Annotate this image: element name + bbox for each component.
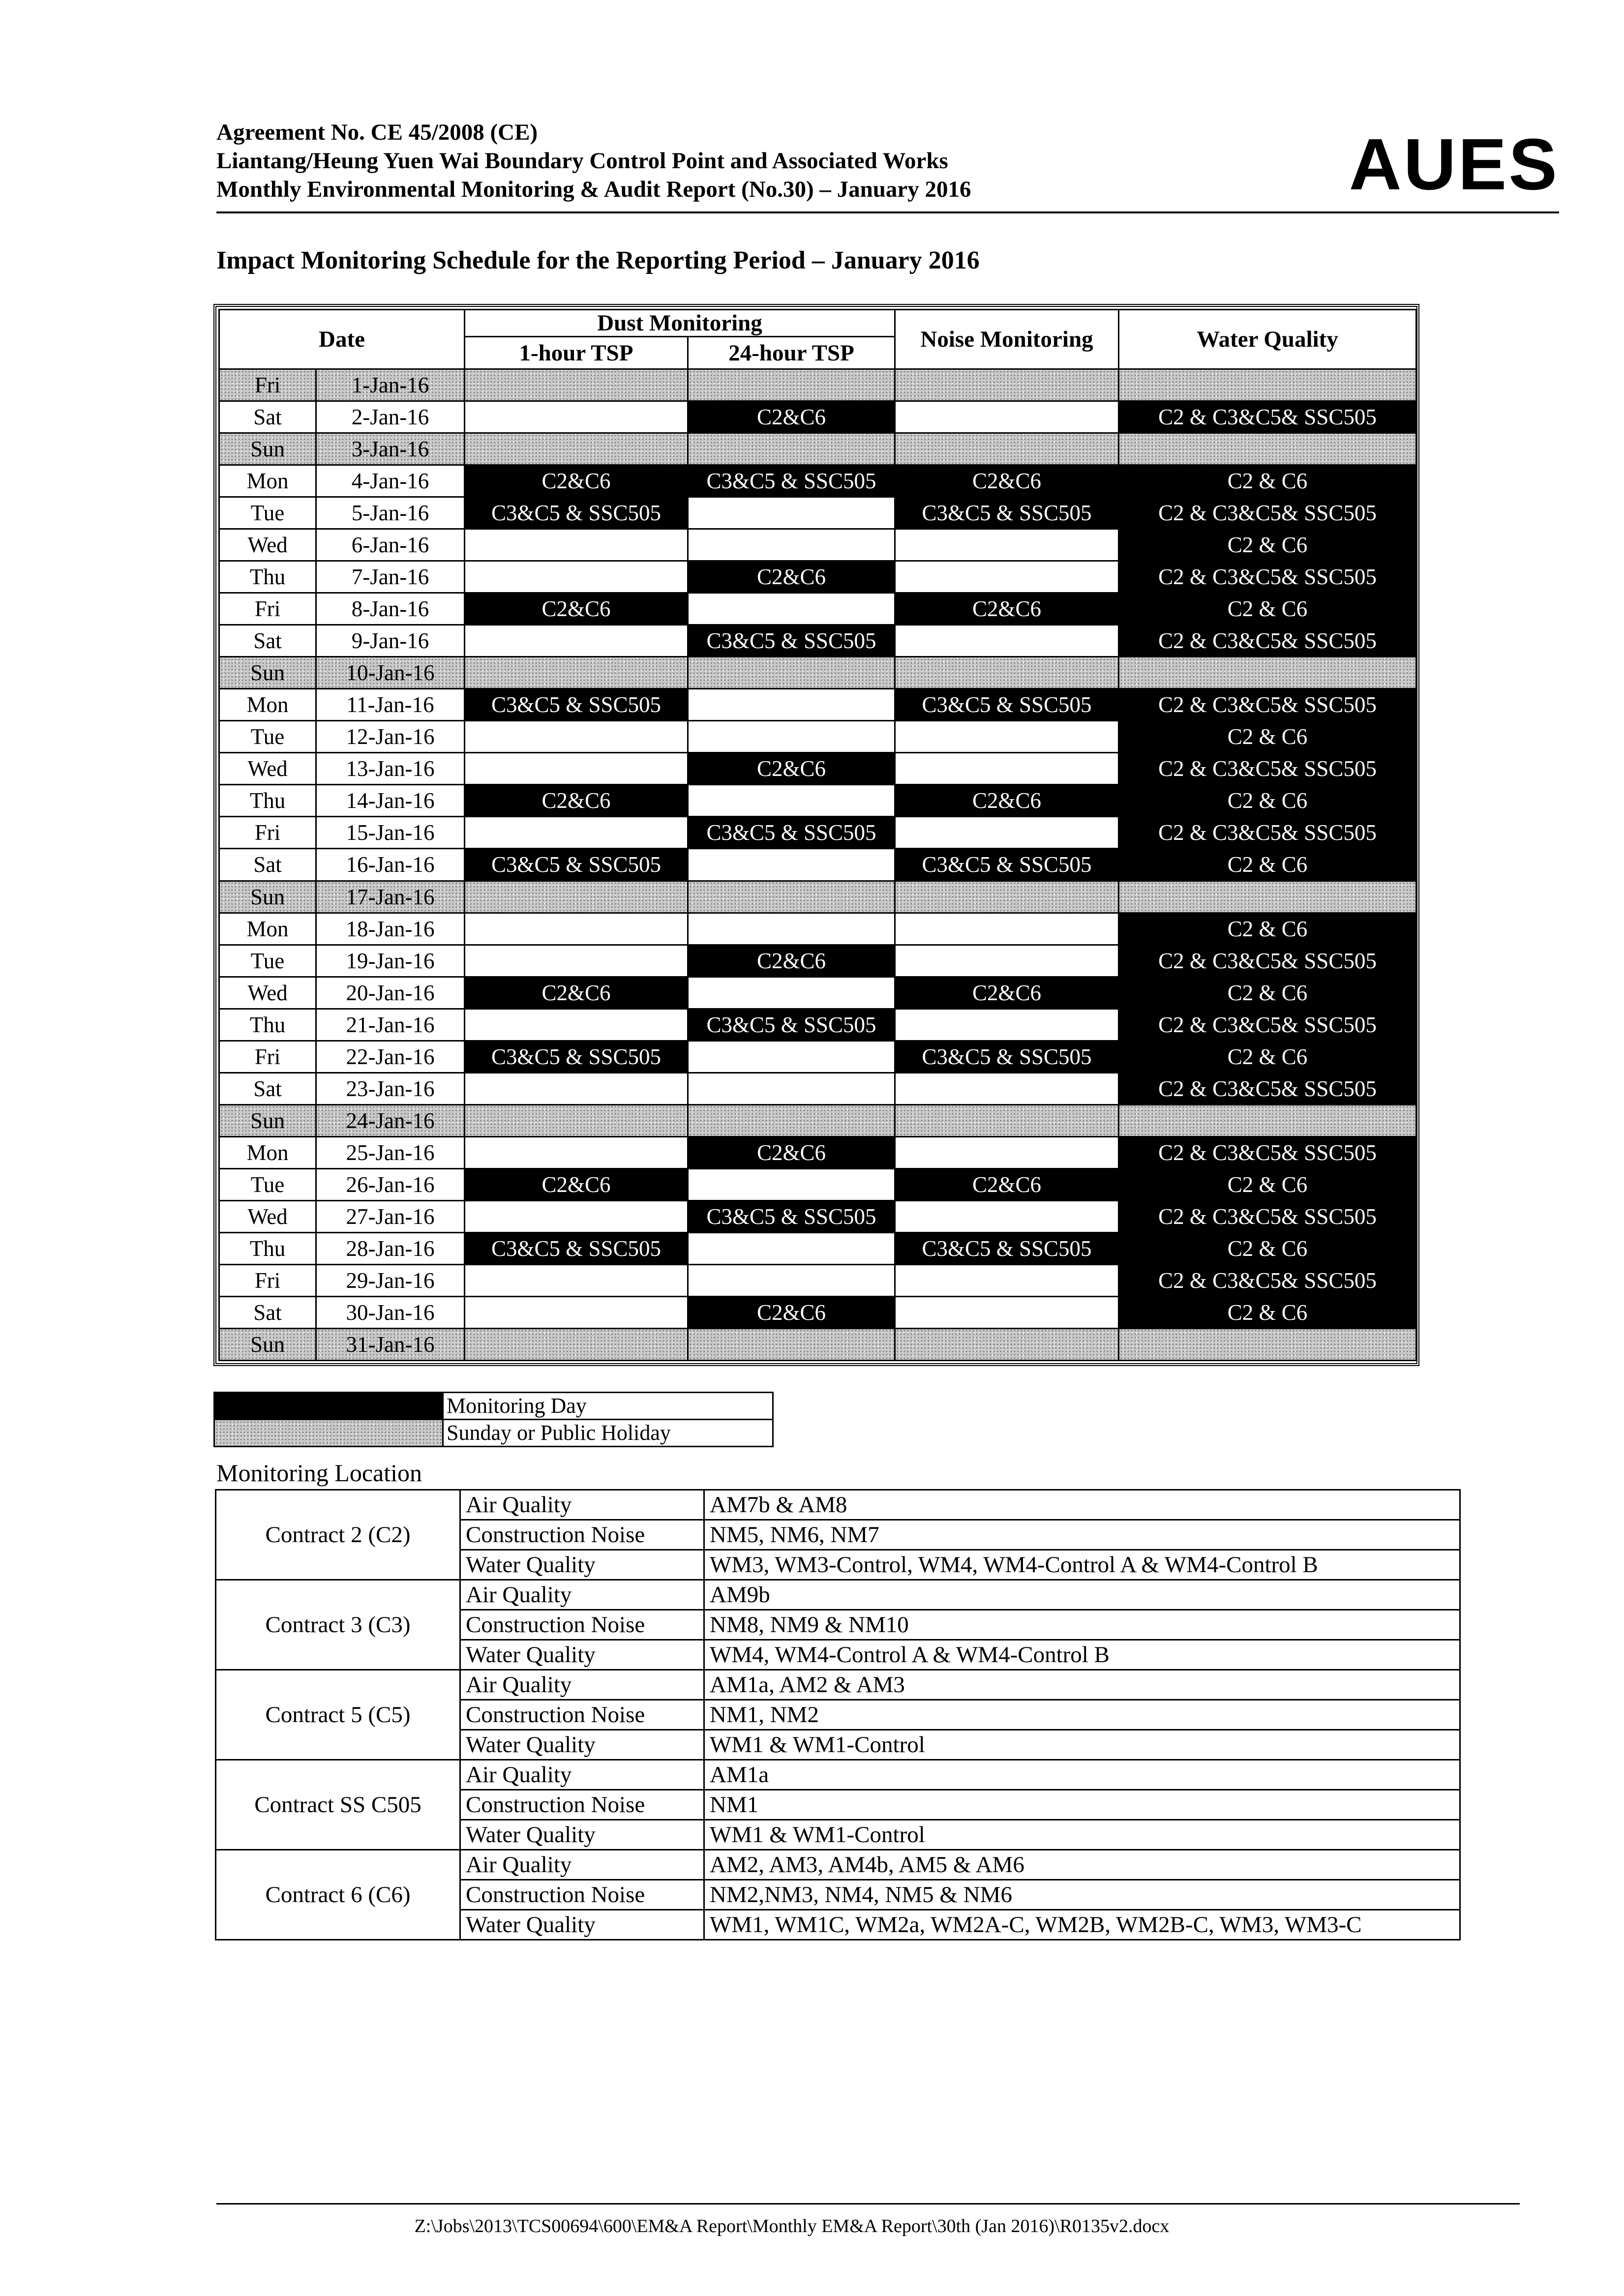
noise-cell [895, 1009, 1119, 1041]
day-cell: Thu [219, 785, 316, 817]
tsp-24hour-cell [688, 977, 895, 1009]
tsp-1hour-cell [465, 753, 688, 785]
monitoring-type: Air Quality [460, 1670, 704, 1700]
tsp-1hour-cell [465, 1104, 688, 1136]
day-cell: Wed [219, 1200, 316, 1232]
location-body [216, 1490, 1460, 1940]
monitoring-stations: NM2,NM3, NM4, NM5 & NM6 [704, 1880, 1460, 1910]
legend-swatch-black [214, 1393, 443, 1420]
water-cell: C2 & C3&C5& SSC505 [1119, 1073, 1416, 1104]
noise-cell [895, 625, 1119, 657]
company-logo: AUES [1349, 124, 1559, 205]
schedule-row [219, 881, 1416, 913]
day-cell: Tue [219, 945, 316, 977]
schedule-row [219, 497, 1416, 529]
location-row [216, 1490, 1460, 1520]
monitoring-type: Water Quality [460, 1640, 704, 1670]
tsp-24hour-cell: C2&C6 [688, 1136, 895, 1168]
schedule-table-frame [213, 304, 1419, 1366]
schedule-row [219, 1136, 1416, 1168]
footer [216, 2203, 1520, 2237]
noise-cell [895, 1328, 1119, 1360]
monitoring-type: Construction Noise [460, 1520, 704, 1550]
tsp-24hour-cell [688, 593, 895, 625]
tsp-1hour-cell: C2&C6 [465, 785, 688, 817]
schedule-title: Impact Monitoring Schedule for the Reporting Period – January 2016 [216, 246, 980, 274]
water-cell: C2 & C3&C5& SSC505 [1119, 689, 1416, 721]
water-cell: C2 & C6 [1119, 1041, 1416, 1073]
day-cell: Sat [219, 1073, 316, 1104]
tsp-1hour-cell [465, 817, 688, 849]
noise-cell [895, 881, 1119, 913]
monitoring-stations: AM7b & AM8 [704, 1490, 1460, 1520]
legend [213, 1392, 774, 1447]
schedule-row [219, 817, 1416, 849]
tsp-24hour-cell [688, 1104, 895, 1136]
water-cell [1119, 433, 1416, 465]
location-row [216, 1760, 1460, 1790]
date-cell: 6-Jan-16 [316, 529, 465, 561]
tsp-24hour-cell: C2&C6 [688, 561, 895, 593]
day-cell: Sun [219, 881, 316, 913]
schedule-row [219, 1200, 1416, 1232]
water-cell: C2 & C3&C5& SSC505 [1119, 625, 1416, 657]
water-cell [1119, 1328, 1416, 1360]
water-cell: C2 & C6 [1119, 913, 1416, 945]
day-cell: Fri [219, 1264, 316, 1296]
schedule-row [219, 945, 1416, 977]
water-cell: C2 & C3&C5& SSC505 [1119, 1136, 1416, 1168]
monitoring-stations: AM2, AM3, AM4b, AM5 & AM6 [704, 1850, 1460, 1880]
schedule-row [219, 1041, 1416, 1073]
noise-cell [895, 657, 1119, 689]
tsp-1hour-cell [465, 1296, 688, 1328]
date-cell: 17-Jan-16 [316, 881, 465, 913]
date-cell: 24-Jan-16 [316, 1104, 465, 1136]
date-cell: 22-Jan-16 [316, 1041, 465, 1073]
schedule-row [219, 401, 1416, 433]
day-cell: Thu [219, 561, 316, 593]
schedule-row [219, 1168, 1416, 1200]
tsp-1hour-cell [465, 625, 688, 657]
contract-name: Contract 3 (C3) [216, 1580, 460, 1670]
water-cell: C2 & C3&C5& SSC505 [1119, 401, 1416, 433]
day-cell: Sun [219, 1104, 316, 1136]
water-quality-header: Water Quality [1119, 310, 1416, 369]
schedule-body [219, 369, 1416, 1361]
tsp-24hour-cell [688, 849, 895, 881]
noise-cell: C2&C6 [895, 785, 1119, 817]
water-cell [1119, 657, 1416, 689]
legend-row-monitoring [214, 1393, 773, 1420]
monitoring-stations: NM5, NM6, NM7 [704, 1520, 1460, 1550]
water-cell: C2 & C6 [1119, 1232, 1416, 1264]
schedule-row [219, 1009, 1416, 1041]
water-cell: C2 & C6 [1119, 721, 1416, 753]
schedule-row [219, 657, 1416, 689]
location-row [216, 1850, 1460, 1880]
noise-cell: C2&C6 [895, 977, 1119, 1009]
day-cell: Wed [219, 977, 316, 1009]
water-cell: C2 & C3&C5& SSC505 [1119, 1009, 1416, 1041]
noise-cell: C2&C6 [895, 593, 1119, 625]
monitoring-stations: NM8, NM9 & NM10 [704, 1610, 1460, 1640]
noise-cell [895, 1296, 1119, 1328]
date-cell: 10-Jan-16 [316, 657, 465, 689]
tsp-24hour-cell [688, 433, 895, 465]
day-cell: Tue [219, 497, 316, 529]
monitoring-type: Air Quality [460, 1490, 704, 1520]
tsp-1hour-cell [465, 913, 688, 945]
day-cell: Sat [219, 625, 316, 657]
noise-cell [895, 1200, 1119, 1232]
tsp-1hour-cell [465, 433, 688, 465]
date-cell: 25-Jan-16 [316, 1136, 465, 1168]
schedule-row [219, 561, 1416, 593]
date-cell: 19-Jan-16 [316, 945, 465, 977]
tsp-1hour-header: 1-hour TSP [465, 337, 688, 369]
tsp-1hour-cell [465, 1200, 688, 1232]
tsp-24hour-cell [688, 913, 895, 945]
tsp-24hour-header: 24-hour TSP [688, 337, 895, 369]
noise-monitoring-header: Noise Monitoring [895, 310, 1119, 369]
monitoring-location-table [215, 1489, 1461, 1940]
water-cell: C2 & C6 [1119, 785, 1416, 817]
schedule-row [219, 465, 1416, 497]
date-cell: 8-Jan-16 [316, 593, 465, 625]
tsp-24hour-cell: C2&C6 [688, 753, 895, 785]
date-cell: 4-Jan-16 [316, 465, 465, 497]
date-cell: 23-Jan-16 [316, 1073, 465, 1104]
water-cell: C2 & C6 [1119, 593, 1416, 625]
contract-name: Contract 5 (C5) [216, 1670, 460, 1760]
tsp-24hour-cell [688, 689, 895, 721]
tsp-24hour-cell: C3&C5 & SSC505 [688, 1009, 895, 1041]
day-cell: Sun [219, 657, 316, 689]
date-header: Date [219, 310, 465, 369]
tsp-24hour-cell: C2&C6 [688, 945, 895, 977]
noise-cell: C2&C6 [895, 465, 1119, 497]
noise-cell [895, 945, 1119, 977]
date-cell: 9-Jan-16 [316, 625, 465, 657]
tsp-1hour-cell [465, 1136, 688, 1168]
noise-cell [895, 753, 1119, 785]
tsp-24hour-cell [688, 657, 895, 689]
tsp-1hour-cell [465, 945, 688, 977]
day-cell: Sat [219, 1296, 316, 1328]
schedule-row [219, 849, 1416, 881]
tsp-24hour-cell [688, 369, 895, 401]
file-path: Z:\Jobs\2013\TCS00694\600\EM&A Report\Monthly EM&A Report\30th (Jan 2016)\R0135v2.docx [414, 2216, 1170, 2236]
noise-cell: C3&C5 & SSC505 [895, 689, 1119, 721]
water-cell: C2 & C3&C5& SSC505 [1119, 945, 1416, 977]
schedule-row [219, 529, 1416, 561]
legend-row-holiday [214, 1420, 773, 1447]
schedule-row [219, 785, 1416, 817]
schedule-row [219, 1232, 1416, 1264]
water-cell: C2 & C3&C5& SSC505 [1119, 497, 1416, 529]
noise-cell: C3&C5 & SSC505 [895, 849, 1119, 881]
tsp-1hour-cell: C3&C5 & SSC505 [465, 1232, 688, 1264]
contract-name: Contract 6 (C6) [216, 1850, 460, 1940]
tsp-1hour-cell: C3&C5 & SSC505 [465, 1041, 688, 1073]
contract-name: Contract 2 (C2) [216, 1490, 460, 1580]
monitoring-stations: WM4, WM4-Control A & WM4-Control B [704, 1640, 1460, 1670]
tsp-24hour-cell [688, 881, 895, 913]
tsp-24hour-cell [688, 1073, 895, 1104]
noise-cell [895, 1136, 1119, 1168]
water-cell: C2 & C6 [1119, 529, 1416, 561]
date-cell: 21-Jan-16 [316, 1009, 465, 1041]
day-cell: Sat [219, 401, 316, 433]
noise-cell [895, 529, 1119, 561]
monitoring-stations: WM3, WM3-Control, WM4, WM4-Control A & WM4-Control B [704, 1550, 1460, 1580]
noise-cell [895, 817, 1119, 849]
day-cell: Mon [219, 689, 316, 721]
location-row [216, 1580, 1460, 1610]
date-cell: 11-Jan-16 [316, 689, 465, 721]
tsp-24hour-cell [688, 1264, 895, 1296]
tsp-1hour-cell [465, 1009, 688, 1041]
monitoring-stations: AM1a [704, 1760, 1460, 1790]
monitoring-type: Air Quality [460, 1760, 704, 1790]
water-cell [1119, 369, 1416, 401]
dust-monitoring-header: Dust Monitoring [465, 310, 895, 337]
date-cell: 29-Jan-16 [316, 1264, 465, 1296]
monitoring-type: Construction Noise [460, 1700, 704, 1730]
day-cell: Tue [219, 721, 316, 753]
tsp-24hour-cell: C2&C6 [688, 401, 895, 433]
date-cell: 28-Jan-16 [316, 1232, 465, 1264]
monitoring-stations: WM1 & WM1-Control [704, 1730, 1460, 1760]
monitoring-stations: WM1 & WM1-Control [704, 1820, 1460, 1850]
noise-cell [895, 1104, 1119, 1136]
noise-cell: C3&C5 & SSC505 [895, 497, 1119, 529]
day-cell: Sat [219, 849, 316, 881]
tsp-24hour-cell [688, 1041, 895, 1073]
tsp-24hour-cell: C3&C5 & SSC505 [688, 625, 895, 657]
tsp-1hour-cell: C2&C6 [465, 977, 688, 1009]
day-cell: Mon [219, 465, 316, 497]
water-cell: C2 & C6 [1119, 849, 1416, 881]
monitoring-type: Construction Noise [460, 1790, 704, 1820]
tsp-1hour-cell [465, 561, 688, 593]
location-title: Monitoring Location [216, 1459, 422, 1487]
noise-cell: C3&C5 & SSC505 [895, 1232, 1119, 1264]
water-cell [1119, 1104, 1416, 1136]
monitoring-type: Water Quality [460, 1910, 704, 1940]
monitoring-stations: WM1, WM1C, WM2a, WM2A-C, WM2B, WM2B-C, WM3, WM3-C [704, 1910, 1460, 1940]
water-cell: C2 & C3&C5& SSC505 [1119, 561, 1416, 593]
agreement-number: Agreement No. CE 45/2008 (CE) [216, 119, 538, 145]
date-cell: 5-Jan-16 [316, 497, 465, 529]
date-cell: 12-Jan-16 [316, 721, 465, 753]
date-cell: 7-Jan-16 [316, 561, 465, 593]
monitoring-stations: AM1a, AM2 & AM3 [704, 1670, 1460, 1700]
schedule-row [219, 977, 1416, 1009]
tsp-1hour-cell: C2&C6 [465, 1168, 688, 1200]
water-cell: C2 & C6 [1119, 1296, 1416, 1328]
date-cell: 15-Jan-16 [316, 817, 465, 849]
tsp-1hour-cell: C3&C5 & SSC505 [465, 497, 688, 529]
day-cell: Thu [219, 1009, 316, 1041]
schedule-row [219, 625, 1416, 657]
tsp-1hour-cell: C2&C6 [465, 593, 688, 625]
location-row [216, 1670, 1460, 1700]
water-cell: C2 & C6 [1119, 977, 1416, 1009]
schedule-row [219, 1328, 1416, 1360]
monitoring-stations: NM1, NM2 [704, 1700, 1460, 1730]
tsp-1hour-cell [465, 721, 688, 753]
schedule-row [219, 1264, 1416, 1296]
water-cell: C2 & C3&C5& SSC505 [1119, 1200, 1416, 1232]
schedule-row [219, 913, 1416, 945]
schedule-row [219, 593, 1416, 625]
water-cell: C2 & C3&C5& SSC505 [1119, 753, 1416, 785]
noise-cell: C2&C6 [895, 1168, 1119, 1200]
tsp-24hour-cell [688, 1328, 895, 1360]
tsp-1hour-cell [465, 881, 688, 913]
day-cell: Mon [219, 1136, 316, 1168]
day-cell: Thu [219, 1232, 316, 1264]
tsp-1hour-cell [465, 401, 688, 433]
schedule-row [219, 433, 1416, 465]
day-cell: Sun [219, 433, 316, 465]
day-cell: Tue [219, 1168, 316, 1200]
water-cell [1119, 881, 1416, 913]
tsp-24hour-cell: C2&C6 [688, 1296, 895, 1328]
date-cell: 26-Jan-16 [316, 1168, 465, 1200]
tsp-1hour-cell [465, 657, 688, 689]
noise-cell [895, 1073, 1119, 1104]
monitoring-schedule-table [218, 309, 1417, 1361]
date-cell: 16-Jan-16 [316, 849, 465, 881]
schedule-row [219, 369, 1416, 401]
report-header [216, 118, 1559, 213]
contract-name: Contract SS C505 [216, 1760, 460, 1850]
date-cell: 13-Jan-16 [316, 753, 465, 785]
day-cell: Fri [219, 817, 316, 849]
monitoring-type: Water Quality [460, 1820, 704, 1850]
monitoring-stations: NM1 [704, 1790, 1460, 1820]
water-cell: C2 & C6 [1119, 1168, 1416, 1200]
tsp-1hour-cell [465, 1264, 688, 1296]
day-cell: Sun [219, 1328, 316, 1360]
monitoring-type: Water Quality [460, 1730, 704, 1760]
day-cell: Fri [219, 1041, 316, 1073]
date-cell: 27-Jan-16 [316, 1200, 465, 1232]
tsp-1hour-cell: C3&C5 & SSC505 [465, 849, 688, 881]
tsp-24hour-cell: C3&C5 & SSC505 [688, 817, 895, 849]
schedule-row [219, 753, 1416, 785]
legend-swatch-shaded [214, 1420, 443, 1447]
day-cell: Wed [219, 753, 316, 785]
date-cell: 31-Jan-16 [316, 1328, 465, 1360]
tsp-24hour-cell [688, 529, 895, 561]
project-title: Liantang/Heung Yuen Wai Boundary Control Point and Associated Works [216, 148, 948, 174]
schedule-row [219, 1073, 1416, 1104]
date-cell: 14-Jan-16 [316, 785, 465, 817]
report-title: Monthly Environmental Monitoring & Audit Report (No.30) – January 2016 [216, 177, 971, 202]
tsp-24hour-cell [688, 1168, 895, 1200]
tsp-24hour-cell [688, 497, 895, 529]
noise-cell [895, 401, 1119, 433]
water-cell: C2 & C6 [1119, 465, 1416, 497]
tsp-1hour-cell: C3&C5 & SSC505 [465, 689, 688, 721]
tsp-1hour-cell [465, 1073, 688, 1104]
schedule-row [219, 1104, 1416, 1136]
monitoring-stations: AM9b [704, 1580, 1460, 1610]
legend-label: Sunday or Public Holiday [443, 1420, 773, 1447]
date-cell: 20-Jan-16 [316, 977, 465, 1009]
tsp-24hour-cell [688, 1232, 895, 1264]
date-cell: 2-Jan-16 [316, 401, 465, 433]
monitoring-type: Air Quality [460, 1850, 704, 1880]
tsp-24hour-cell: C3&C5 & SSC505 [688, 465, 895, 497]
water-cell: C2 & C3&C5& SSC505 [1119, 1264, 1416, 1296]
noise-cell [895, 721, 1119, 753]
noise-cell [895, 433, 1119, 465]
noise-cell [895, 913, 1119, 945]
tsp-1hour-cell [465, 1328, 688, 1360]
tsp-1hour-cell [465, 369, 688, 401]
day-cell: Wed [219, 529, 316, 561]
tsp-24hour-cell [688, 785, 895, 817]
day-cell: Fri [219, 369, 316, 401]
date-cell: 30-Jan-16 [316, 1296, 465, 1328]
date-cell: 1-Jan-16 [316, 369, 465, 401]
day-cell: Mon [219, 913, 316, 945]
monitoring-type: Construction Noise [460, 1880, 704, 1910]
noise-cell [895, 369, 1119, 401]
monitoring-type: Water Quality [460, 1550, 704, 1580]
date-cell: 18-Jan-16 [316, 913, 465, 945]
tsp-1hour-cell [465, 529, 688, 561]
noise-cell: C3&C5 & SSC505 [895, 1041, 1119, 1073]
noise-cell [895, 561, 1119, 593]
schedule-row [219, 689, 1416, 721]
monitoring-type: Construction Noise [460, 1610, 704, 1640]
tsp-24hour-cell: C3&C5 & SSC505 [688, 1200, 895, 1232]
date-cell: 3-Jan-16 [316, 433, 465, 465]
tsp-1hour-cell: C2&C6 [465, 465, 688, 497]
schedule-row [219, 721, 1416, 753]
monitoring-type: Air Quality [460, 1580, 704, 1610]
day-cell: Fri [219, 593, 316, 625]
water-cell: C2 & C3&C5& SSC505 [1119, 817, 1416, 849]
noise-cell [895, 1264, 1119, 1296]
legend-label: Monitoring Day [443, 1393, 773, 1420]
schedule-row [219, 1296, 1416, 1328]
tsp-24hour-cell [688, 721, 895, 753]
